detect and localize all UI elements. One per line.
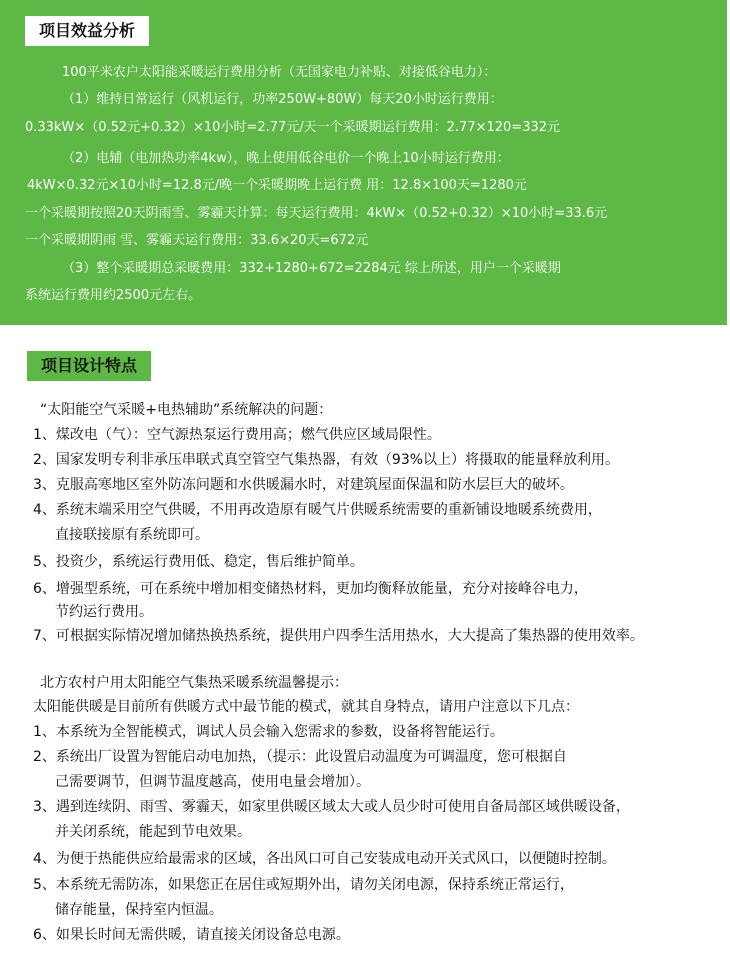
benefit-line-3: （2）电辅（电加热功率4kw），晚上使用低谷电价一个晚上10小时运行费用： bbox=[62, 151, 510, 166]
tips-intro: 太阳能供暖是目前所有供暖方式中最节能的模式，就其自身特点，请用户注意以下几点： bbox=[33, 699, 579, 715]
benefit-line-6: 一个采暖期阴雨 雪、雾霾天运行费用：33.6×20天=672元 bbox=[25, 233, 369, 248]
tips-item-5: 5、本系统无需防冻，如果您正在居住或短期外出，请勿关闭电源，保持系统正常运行， bbox=[33, 877, 574, 893]
tips-item-3: 3、遇到连续阴、雨雪、雾霾天，如家里供暖区域太大或人员少时可使用自备局部区域供暖设备， bbox=[33, 799, 630, 815]
design-heading: 项目设计特点 bbox=[27, 351, 151, 381]
design-item-5: 5、投资少，系统运行费用低、稳定，售后维护简单。 bbox=[33, 554, 364, 570]
tips-item-1: 1、本系统为全智能模式，调试人员会输入您需求的参数，设备将智能运行。 bbox=[33, 724, 504, 740]
design-item-6-cont: 节约运行费用。 bbox=[55, 604, 153, 620]
benefit-line-intro: 100平米农户太阳能采暖运行费用分析（无国家电力补贴、对接低谷电力）： bbox=[62, 65, 497, 80]
design-item-4: 4、系统末端采用空气供暖，不用再改造原有暖气片供暖系统需要的重新铺设地暖系统费用， bbox=[33, 502, 602, 518]
benefit-line-1: （1）维持日常运行（风机运行，功率250W+80W）每天20小时运行费用： bbox=[62, 92, 503, 107]
tips-item-2-cont: 己需要调节，但调节温度越高，使用电量会增加）。 bbox=[55, 774, 370, 790]
design-item-6: 6、增强型系统，可在系统中增加相变储热材料，更加均衡释放能量，充分对接峰谷电力， bbox=[33, 581, 588, 597]
tips-title: 北方农村户用太阳能空气集热采暖系统温馨提示： bbox=[40, 675, 348, 691]
benefit-line-4: 4kW×0.32元×10小时=12.8元/晚一个采暖期晚上运行费 用：12.8×100天=1280元 bbox=[27, 178, 527, 193]
benefit-line-2: 0.33kW×（0.52元+0.32）×10小时=2.77元/天一个采暖期运行费用：2.77×120=332元 bbox=[25, 120, 561, 135]
design-intro: “太阳能空气采暖+电热辅助”系统解决的问题： bbox=[40, 402, 333, 418]
design-item-3: 3、克服高寒地区室外防冻问题和水供暖漏水时，对建筑屋面保温和防水层巨大的破坏。 bbox=[33, 477, 574, 493]
benefit-panel bbox=[0, 0, 727, 325]
design-item-1: 1、煤改电（气）：空气源热泵运行费用高；燃气供应区域局限性。 bbox=[33, 427, 441, 443]
tips-item-5-cont: 储存能量，保持室内恒温。 bbox=[55, 902, 223, 918]
benefit-line-7: （3）整个采暖期总采暖费用：332+1280+672=2284元 综上所述，用户一个采暖期 bbox=[62, 261, 561, 276]
benefit-line-8: 系统运行费用约2500元左右。 bbox=[25, 288, 202, 303]
design-item-4-cont: 直接联接原有系统即可。 bbox=[55, 527, 209, 543]
benefit-heading: 项目效益分析 bbox=[25, 16, 149, 46]
design-item-7: 7、可根据实际情况增加储热换热系统，提供用户四季生活用热水，大大提高了集热器的使用效率。 bbox=[33, 628, 644, 644]
tips-item-6: 6、如果长时间无需供暖，请直接关闭设备总电源。 bbox=[33, 927, 350, 943]
tips-item-3-cont: 并关闭系统，能起到节电效果。 bbox=[55, 824, 251, 840]
benefit-line-5: 一个采暖期按照20天阴雨雪、雾霾天计算：每天运行费用：4kW×（0.52+0.32）×10小时=33.6元 bbox=[25, 206, 608, 221]
tips-item-4: 4、为便于热能供应给最需求的区域，各出风口可自己安装成电动开关式风口，以便随时控制。 bbox=[33, 851, 616, 867]
tips-item-2: 2、系统出厂设置为智能启动电加热，（提示：此设置启动温度为可调温度，您可根据自 bbox=[33, 749, 567, 765]
design-item-2: 2、国家发明专利非承压串联式真空管空气集热器，有效（93%以上）将摄取的能量释放利用。 bbox=[33, 452, 620, 468]
